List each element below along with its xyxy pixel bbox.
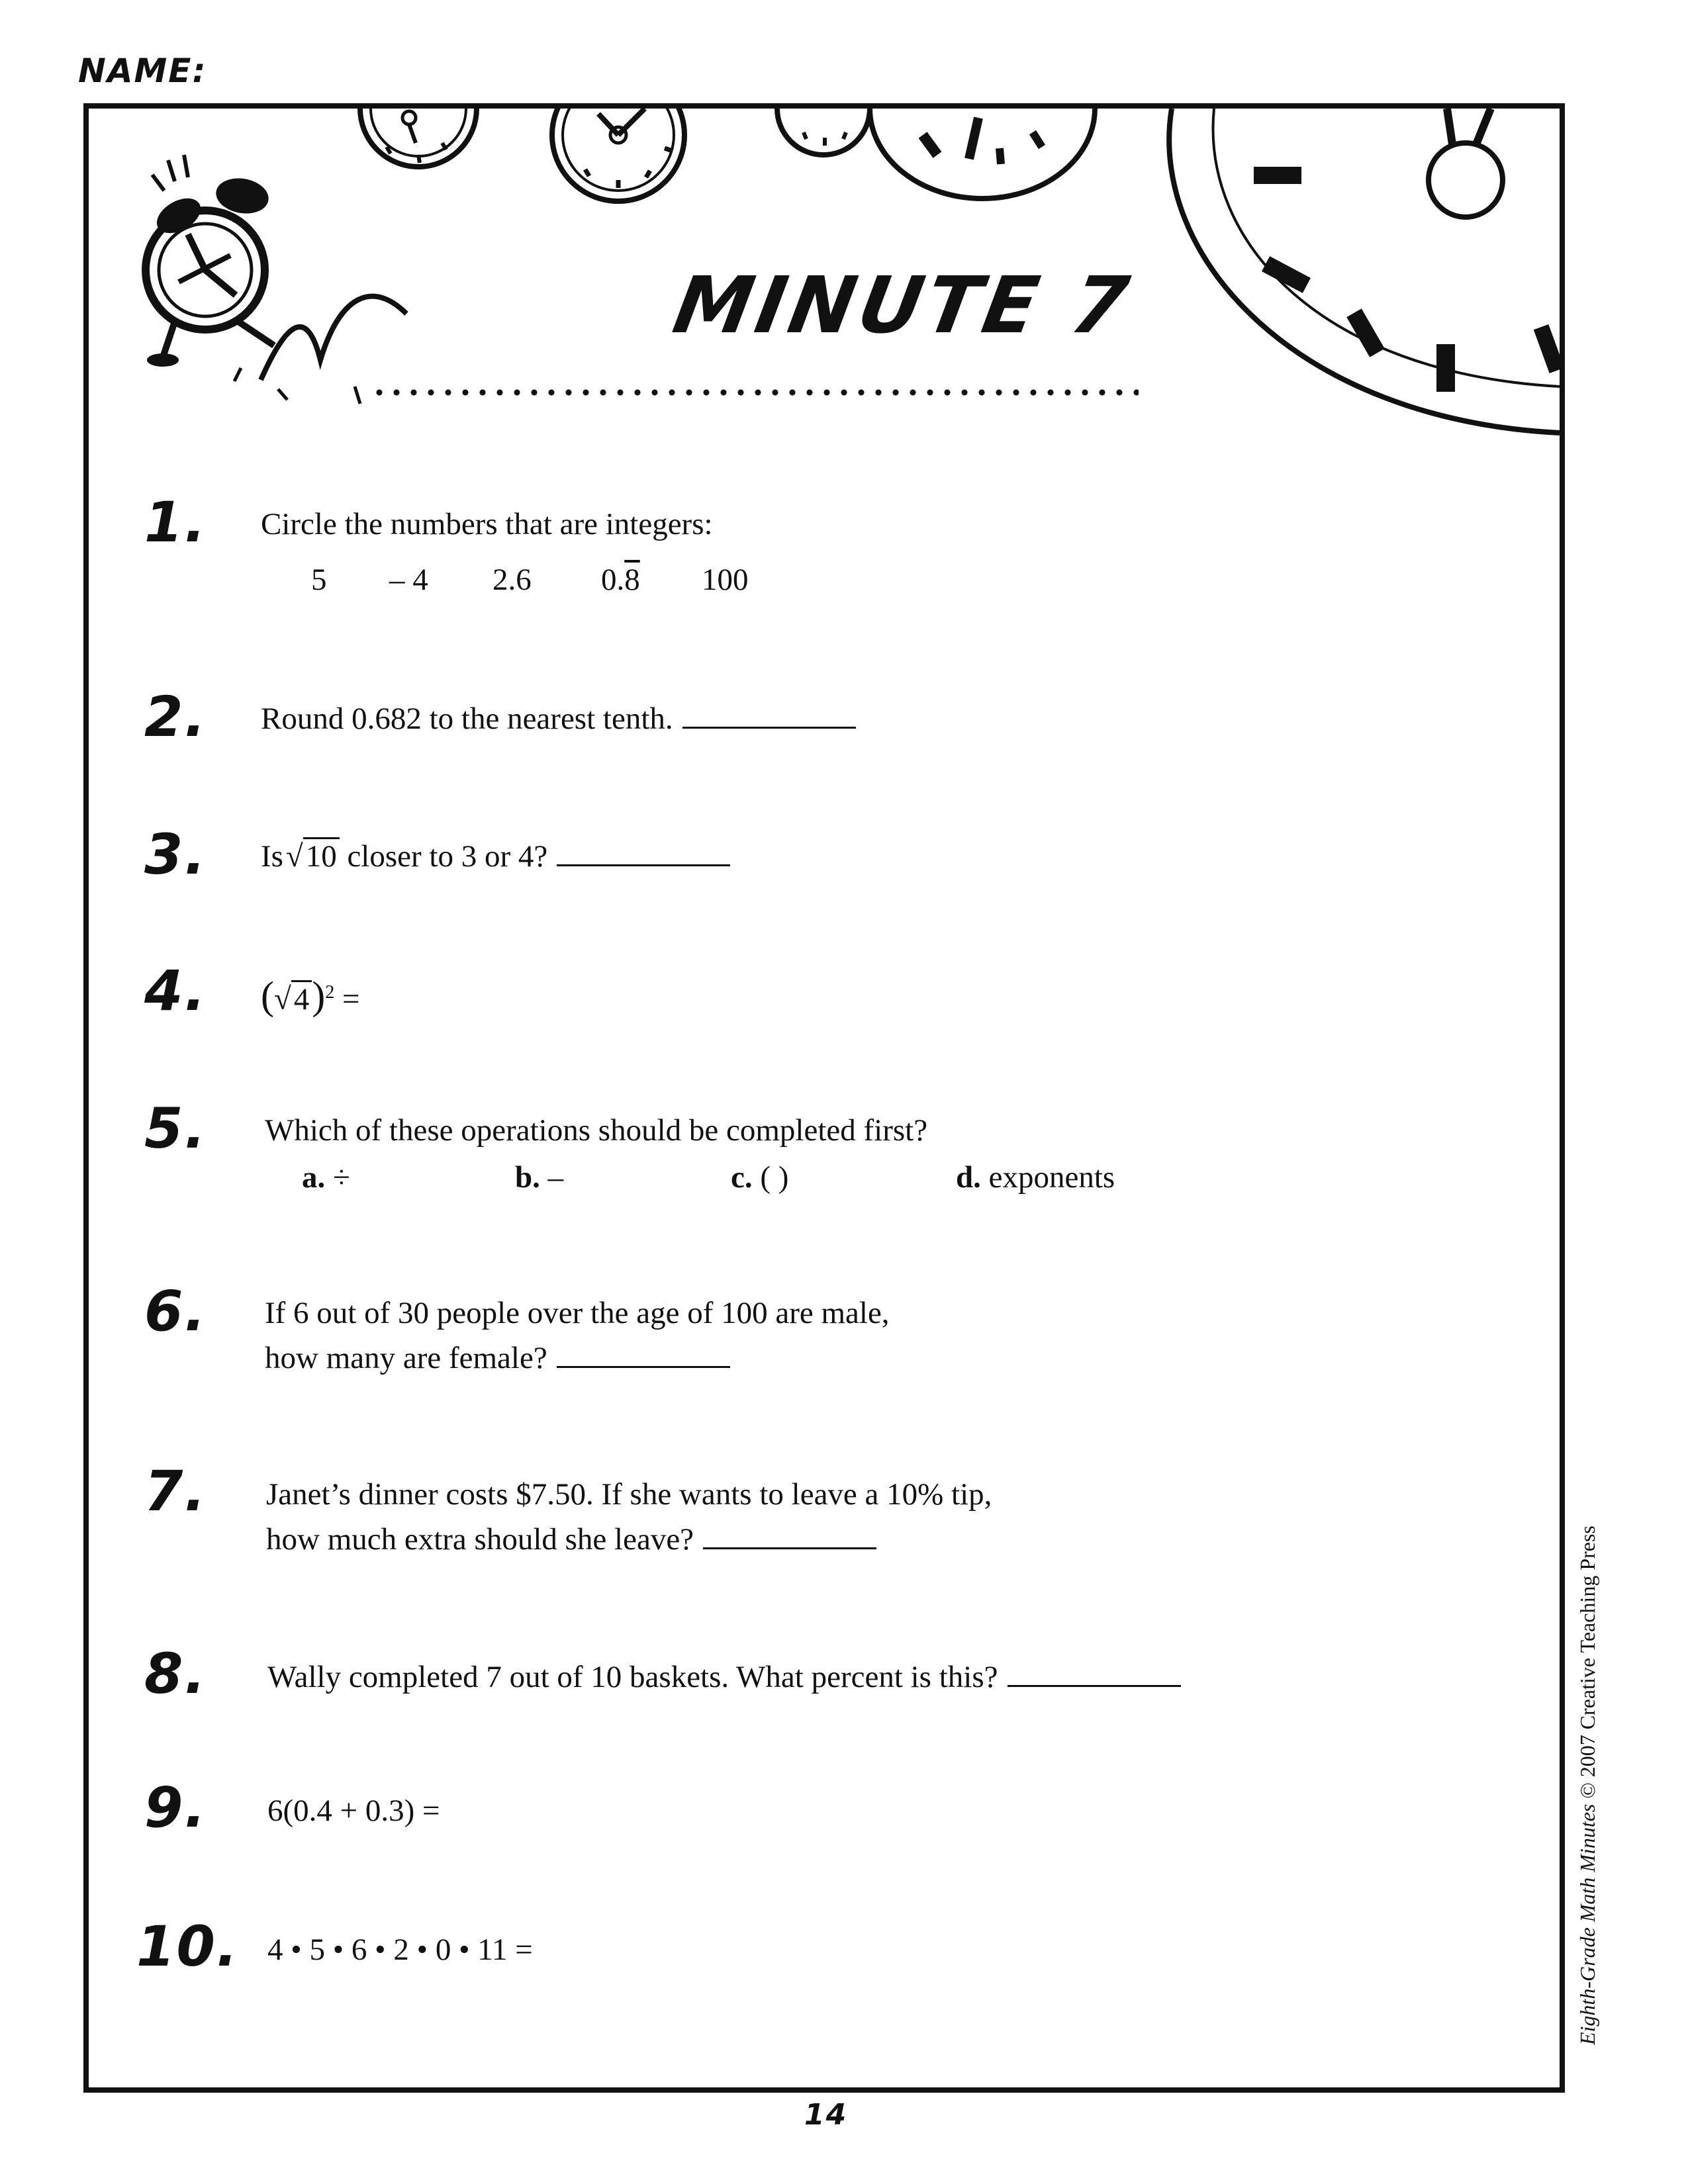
question-number: 10. [136, 1914, 239, 1979]
small-clock-icon [777, 109, 870, 155]
large-clock-icon [870, 109, 1095, 199]
question-text: 6(0.4 + 0.3) = [267, 1794, 440, 1828]
answer-blank[interactable] [557, 838, 730, 866]
small-clock-icon [360, 109, 477, 167]
square-root-symbol: √ [285, 839, 303, 874]
page-title: MINUTE 7 [667, 259, 1139, 351]
question-number: 1. [144, 490, 207, 555]
choice-d[interactable]: d. exponents [956, 1160, 1115, 1195]
question-number: 2. [144, 684, 207, 749]
question-text: how many are female? [265, 1336, 730, 1381]
page-number: 14 [804, 2098, 848, 2132]
answer-blank[interactable] [682, 700, 856, 729]
integer-option[interactable]: – 4 [389, 563, 428, 597]
integer-option[interactable]: 100 [702, 563, 749, 597]
question-number: 6. [144, 1279, 207, 1343]
integer-option[interactable]: 2.6 [492, 563, 532, 597]
question-text: Is √10 closer to 3 or 4? [261, 834, 730, 879]
question-text: Wally completed 7 out of 10 baskets. What percent is this? [267, 1655, 1181, 1700]
question-text: Circle the numbers that are integers: [261, 507, 713, 541]
choice-a[interactable]: a. ÷ [302, 1160, 350, 1195]
question-text: 4 • 5 • 6 • 2 • 0 • 11 = [267, 1933, 533, 1967]
question-number: 8. [144, 1641, 207, 1706]
question-text: $(√4)^2$ = [261, 974, 360, 1018]
question-text: If 6 out of 30 people over the age of 100 are male, [265, 1296, 890, 1330]
name-label: NAME: [78, 52, 207, 90]
question-number: 9. [144, 1775, 207, 1840]
giant-clock-icon [1169, 109, 1560, 433]
question-number: 3. [144, 822, 207, 887]
answer-blank[interactable] [703, 1521, 876, 1549]
answer-blank[interactable] [1008, 1659, 1181, 1687]
answer-blank[interactable] [557, 1340, 730, 1368]
choice-b[interactable]: b. – [515, 1160, 564, 1195]
alarm-clock-icon [146, 155, 406, 404]
question-text: how much extra should she leave? [266, 1517, 876, 1562]
copyright-notice: Eighth-Grade Math Minutes © 2007 Creative Teaching Press [1575, 1525, 1599, 2045]
question-text: Which of these operations should be completed first? [265, 1113, 928, 1148]
question-text: Round 0.682 to the nearest tenth. [261, 696, 856, 741]
integer-option[interactable]: 0.8 [601, 563, 640, 597]
dotted-rule [371, 389, 1139, 396]
medium-clock-icon [552, 109, 684, 201]
question-number: 5. [144, 1096, 207, 1161]
choice-c[interactable]: c. ( ) [731, 1160, 789, 1195]
question-number: 4. [144, 958, 207, 1023]
question-text: Janet’s dinner costs $7.50. If she wants to leave a 10% tip, [266, 1477, 992, 1512]
question-number: 7. [144, 1459, 207, 1524]
square-root-symbol: √ [273, 981, 291, 1017]
integer-option[interactable]: 5 [311, 563, 327, 597]
